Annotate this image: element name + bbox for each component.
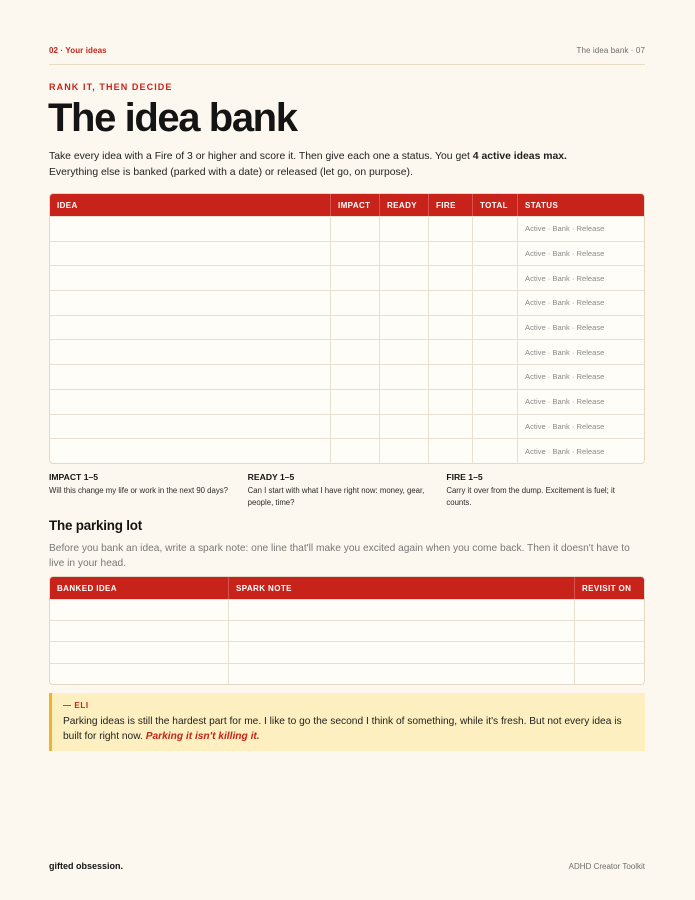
col-fire: FIRE: [429, 194, 473, 216]
idea-cell[interactable]: [50, 415, 331, 439]
impact-cell[interactable]: [331, 291, 380, 315]
fire-cell[interactable]: [429, 242, 473, 266]
status-cell[interactable]: Active · Bank · Release: [525, 273, 605, 283]
parking-lot-intro: Before you bank an idea, write a spark note: one line that'll make you excited again when you come back. Then it doesn't have to live in your head.: [49, 543, 630, 569]
status-cell[interactable]: Active · Bank · Release: [525, 298, 605, 308]
fire-cell[interactable]: [429, 439, 473, 463]
impact-cell[interactable]: [331, 340, 380, 364]
quote-body: Parking ideas is still the hardest part for me. I like to go the second I think of something, while it's fresh. But not every idea is built for right now.: [63, 716, 622, 742]
total-cell[interactable]: [473, 217, 518, 241]
col-spark-note: SPARK NOTE: [229, 577, 575, 599]
impact-cell[interactable]: [331, 415, 380, 439]
legend-impact: [49, 472, 248, 509]
quote-callout: [49, 693, 645, 751]
table-row: [50, 414, 644, 439]
status-cell[interactable]: Active · Bank · Release: [525, 421, 605, 431]
ready-cell[interactable]: [380, 390, 429, 414]
legend-text: Will this change my life or work in the next 90 days?: [49, 486, 228, 495]
ready-cell[interactable]: [380, 415, 429, 439]
intro-bold: 4 active ideas max.: [472, 151, 567, 162]
idea-cell[interactable]: [50, 266, 331, 290]
impact-cell[interactable]: [331, 390, 380, 414]
header-divider: [49, 64, 645, 65]
spark-note-cell[interactable]: [229, 642, 575, 662]
revisit-on-cell[interactable]: [575, 664, 644, 684]
table-row: [50, 339, 644, 364]
table-row: [50, 315, 644, 340]
legend-text: Carry it over from the dump. Excitement is fuel; it counts.: [446, 486, 615, 507]
revisit-on-cell[interactable]: [575, 600, 644, 620]
spark-note-cell[interactable]: [229, 600, 575, 620]
idea-cell[interactable]: [50, 291, 331, 315]
page: [49, 0, 645, 900]
total-cell[interactable]: [473, 316, 518, 340]
revisit-on-cell[interactable]: [575, 642, 644, 662]
legend-text: Can I start with what I have right now: money, gear, people, time?: [247, 486, 425, 507]
fire-cell[interactable]: [429, 390, 473, 414]
status-cell[interactable]: Active · Bank · Release: [525, 347, 605, 357]
status-cell[interactable]: Active · Bank · Release: [525, 323, 605, 333]
total-cell[interactable]: [473, 439, 518, 463]
fire-cell[interactable]: [429, 291, 473, 315]
footer-label: ADHD Creator Toolkit: [568, 861, 645, 871]
impact-cell[interactable]: [331, 266, 380, 290]
spark-note-cell[interactable]: [229, 621, 575, 641]
legend-title: IMPACT 1–5: [49, 472, 99, 482]
ready-cell[interactable]: [380, 266, 429, 290]
legend-title: FIRE 1–5: [446, 472, 483, 482]
table-row: [50, 364, 644, 389]
intro-text-1: Take every idea with a Fire of 3 or higher and score it. Then give each one a status. You get: [49, 151, 473, 162]
table-row: [50, 620, 644, 641]
table-row: [50, 641, 644, 662]
fire-cell[interactable]: [429, 266, 473, 290]
status-cell[interactable]: Active · Bank · Release: [525, 372, 605, 382]
total-cell[interactable]: [473, 266, 518, 290]
status-cell[interactable]: Active · Bank · Release: [525, 224, 605, 234]
legend-ready: [248, 472, 447, 509]
total-cell[interactable]: [473, 340, 518, 364]
table-header: [50, 577, 644, 599]
banked-idea-cell[interactable]: [50, 600, 229, 620]
table-body: [50, 216, 644, 463]
fire-cell[interactable]: [429, 217, 473, 241]
revisit-on-cell[interactable]: [575, 621, 644, 641]
idea-cell[interactable]: [50, 340, 331, 364]
impact-cell[interactable]: [331, 316, 380, 340]
col-ready: READY: [380, 194, 429, 216]
idea-cell[interactable]: [50, 390, 331, 414]
ready-cell[interactable]: [380, 365, 429, 389]
total-cell[interactable]: [473, 365, 518, 389]
page-label: The idea bank · 07: [576, 46, 645, 55]
impact-cell[interactable]: [331, 365, 380, 389]
status-cell[interactable]: Active · Bank · Release: [525, 397, 605, 407]
fire-cell[interactable]: [429, 415, 473, 439]
spark-note-cell[interactable]: [229, 664, 575, 684]
total-cell[interactable]: [473, 415, 518, 439]
fire-cell[interactable]: [429, 365, 473, 389]
parking-lot-heading: The parking lot: [49, 518, 142, 533]
quote-author: — ELI: [63, 701, 89, 710]
intro-text-2: Everything else is banked (parked with a date) or released (let go, on purpose).: [49, 167, 413, 178]
col-impact: IMPACT: [331, 194, 380, 216]
ready-cell[interactable]: [380, 242, 429, 266]
total-cell[interactable]: [473, 291, 518, 315]
col-total: TOTAL: [473, 194, 518, 216]
col-status: STATUS: [525, 200, 559, 210]
col-banked-idea: BANKED IDEA: [50, 577, 229, 599]
idea-cell[interactable]: [50, 217, 331, 241]
parking-lot-table: [49, 576, 645, 685]
idea-cell[interactable]: [50, 316, 331, 340]
banked-idea-cell[interactable]: [50, 664, 229, 684]
footer: [49, 861, 645, 871]
idea-bank-table: [49, 193, 645, 464]
status-cell[interactable]: Active · Bank · Release: [525, 446, 605, 456]
quote-text: [63, 714, 643, 744]
total-cell[interactable]: [473, 390, 518, 414]
ready-cell[interactable]: [380, 316, 429, 340]
col-revisit-on: REVISIT ON: [582, 583, 632, 593]
ready-cell[interactable]: [380, 217, 429, 241]
eyebrow: RANK IT, THEN DECIDE: [49, 82, 173, 92]
banked-idea-cell[interactable]: [50, 642, 229, 662]
score-legend: [49, 472, 645, 509]
impact-cell[interactable]: [331, 217, 380, 241]
brand-logo: gifted obsession.: [49, 861, 124, 871]
legend-title: READY 1–5: [247, 472, 295, 482]
table-header: [50, 194, 644, 216]
intro-paragraph: [49, 149, 569, 181]
section-label: 02 · Your ideas: [49, 46, 107, 55]
running-header: [49, 46, 645, 55]
table-row: [50, 663, 644, 684]
table-row: [50, 290, 644, 315]
legend-fire: [446, 472, 645, 509]
table-row: [50, 389, 644, 414]
idea-cell[interactable]: [50, 365, 331, 389]
page-title: The idea bank: [48, 96, 297, 140]
idea-cell[interactable]: [50, 242, 331, 266]
total-cell[interactable]: [473, 242, 518, 266]
banked-idea-cell[interactable]: [50, 621, 229, 641]
quote-emphasis: Parking it isn't killing it.: [145, 731, 260, 742]
status-cell[interactable]: Active · Bank · Release: [525, 249, 605, 259]
ready-cell[interactable]: [380, 340, 429, 364]
table-row: [50, 241, 644, 266]
fire-cell[interactable]: [429, 340, 473, 364]
table-row: [50, 265, 644, 290]
idea-cell[interactable]: [50, 439, 331, 463]
table-row: [50, 599, 644, 620]
table-row: [50, 438, 644, 463]
fire-cell[interactable]: [429, 316, 473, 340]
ready-cell[interactable]: [380, 291, 429, 315]
table-row: [50, 216, 644, 241]
col-idea: IDEA: [50, 194, 331, 216]
ready-cell[interactable]: [380, 439, 429, 463]
table-body: [50, 599, 644, 684]
impact-cell[interactable]: [331, 439, 380, 463]
impact-cell[interactable]: [331, 242, 380, 266]
